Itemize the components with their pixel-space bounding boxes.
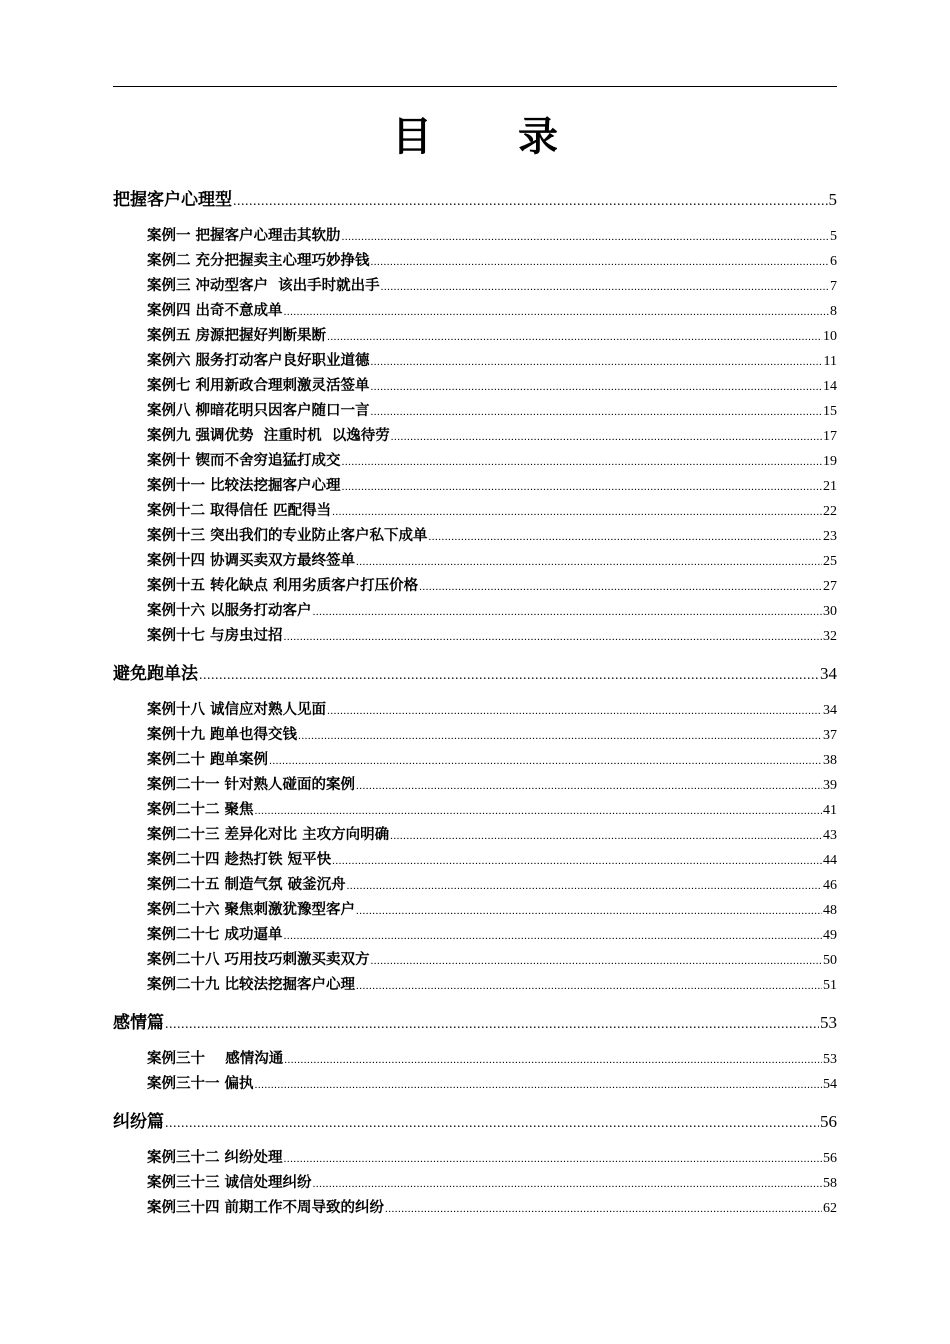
toc-section[interactable] — [113, 1107, 837, 1132]
toc-label: 案例二十 跑单案例 — [147, 752, 269, 768]
toc-label: 案例一 把握客户心理击其软肋 — [147, 228, 341, 244]
toc-page-number: 38 — [823, 753, 837, 768]
toc-page-number: 53 — [823, 1052, 837, 1067]
toc-label: 案例二十五 制造气氛 破釜沉舟 — [147, 877, 346, 893]
toc-page-number: 14 — [823, 379, 837, 394]
dot-leader — [342, 481, 822, 493]
toc-entry[interactable] — [147, 948, 837, 969]
toc-page-number: 30 — [823, 604, 837, 619]
toc-entry[interactable] — [147, 1047, 837, 1068]
toc-page-number: 49 — [823, 928, 837, 943]
dot-leader — [284, 1054, 822, 1066]
dot-leader — [342, 456, 822, 468]
dot-leader — [284, 930, 822, 942]
toc-page-number: 46 — [823, 878, 837, 893]
toc-entry[interactable] — [147, 299, 837, 320]
toc-page-number: 6 — [830, 254, 837, 269]
toc-entry[interactable] — [147, 823, 837, 844]
dot-leader — [284, 631, 822, 643]
toc-page-number: 22 — [823, 504, 837, 519]
toc-page-number: 34 — [823, 703, 837, 718]
dot-leader — [429, 531, 822, 543]
toc-page-number: 32 — [823, 629, 837, 644]
toc-label: 案例二十一 针对熟人碰面的案例 — [147, 777, 356, 793]
dot-leader — [356, 905, 822, 917]
toc-label: 案例二十三 差异化对比 主攻方向明确 — [147, 827, 390, 843]
toc-page-number: 44 — [823, 853, 837, 868]
toc-section[interactable] — [113, 185, 837, 210]
toc-label: 案例十七 与房虫过招 — [147, 628, 283, 644]
toc-page-number: 50 — [823, 953, 837, 968]
toc-entry[interactable] — [147, 324, 837, 345]
toc-entry[interactable] — [147, 349, 837, 370]
toc-entry[interactable] — [147, 249, 837, 270]
dot-leader — [385, 1203, 822, 1215]
dot-leader — [284, 1153, 822, 1165]
toc-label: 案例三十 感情沟通 — [147, 1051, 284, 1067]
toc-entry[interactable] — [147, 848, 837, 869]
toc-page-number: 58 — [823, 1176, 837, 1191]
toc-entry[interactable] — [147, 1196, 837, 1217]
dot-leader — [313, 606, 822, 618]
dot-leader — [371, 406, 822, 418]
toc-page-number: 10 — [823, 329, 837, 344]
toc-label: 纠纷篇 — [113, 1112, 164, 1132]
toc-page-number: 19 — [823, 454, 837, 469]
toc-label: 案例二十九 比较法挖掘客户心理 — [147, 977, 356, 993]
toc-page-number: 23 — [823, 529, 837, 544]
toc-entry[interactable] — [147, 873, 837, 894]
toc-label: 感情篇 — [113, 1013, 164, 1033]
toc-entry[interactable] — [147, 624, 837, 645]
dot-leader — [313, 1178, 822, 1190]
header-rule — [113, 86, 837, 87]
dot-leader — [269, 755, 822, 767]
dot-leader — [233, 194, 828, 210]
toc-label: 案例十 锲而不舍穷追猛打成交 — [147, 453, 341, 469]
dot-leader — [165, 1116, 819, 1132]
toc-page-number: 5 — [830, 229, 837, 244]
toc-label: 案例十五 转化缺点 利用劣质客户打压价格 — [147, 578, 419, 594]
toc-label: 案例六 服务打动客户良好职业道德 — [147, 353, 370, 369]
toc-label: 案例十六 以服务打动客户 — [147, 603, 312, 619]
toc-page-number: 37 — [823, 728, 837, 743]
dot-leader — [284, 306, 829, 318]
toc-label: 案例十二 取得信任 匹配得当 — [147, 503, 332, 519]
toc-page-number: 53 — [820, 1013, 837, 1032]
dot-leader — [356, 980, 822, 992]
toc-page-number: 39 — [823, 778, 837, 793]
dot-leader — [371, 356, 823, 368]
toc-label: 案例二 充分把握卖主心理巧妙挣钱 — [147, 253, 370, 269]
toc-page-number: 21 — [823, 479, 837, 494]
toc-page-number: 51 — [823, 978, 837, 993]
toc-entry[interactable] — [147, 474, 837, 495]
dot-leader — [298, 730, 822, 742]
dot-leader — [199, 668, 819, 684]
toc-entry[interactable] — [147, 274, 837, 295]
toc-label: 案例三 冲动型客户 该出手时就出手 — [147, 278, 380, 294]
dot-leader — [371, 955, 822, 967]
toc-entry[interactable] — [147, 1171, 837, 1192]
toc-page-number: 43 — [823, 828, 837, 843]
toc-page-number: 27 — [823, 579, 837, 594]
dot-leader — [347, 880, 822, 892]
toc-entry[interactable] — [147, 973, 837, 994]
toc-page-number: 15 — [823, 404, 837, 419]
toc-label: 案例二十六 聚焦刺激犹豫型客户 — [147, 902, 356, 918]
toc-entry[interactable] — [147, 1146, 837, 1167]
dot-leader — [356, 556, 822, 568]
toc-label: 避免跑单法 — [113, 664, 198, 684]
toc-entry[interactable] — [147, 574, 837, 595]
toc-label: 案例二十四 趁热打铁 短平快 — [147, 852, 332, 868]
page-title: 目 录 — [392, 114, 594, 160]
dot-leader — [255, 805, 822, 817]
toc-page-number: 62 — [823, 1201, 837, 1216]
toc-entry[interactable] — [147, 524, 837, 545]
toc-entry[interactable] — [147, 1072, 837, 1093]
toc-label: 案例二十七 成功逼单 — [147, 927, 283, 943]
toc-entry[interactable] — [147, 224, 837, 245]
toc-label: 案例三十二 纠纷处理 — [147, 1150, 283, 1166]
toc-page-number: 25 — [823, 554, 837, 569]
toc-page-number: 56 — [823, 1151, 837, 1166]
dot-leader — [327, 331, 822, 343]
toc-label: 案例七 利用新政合理刺激灵活签单 — [147, 378, 370, 394]
toc-page-number: 8 — [830, 304, 837, 319]
toc-entry[interactable] — [147, 698, 837, 719]
toc-page-number: 11 — [823, 354, 837, 369]
dot-leader — [390, 830, 822, 842]
toc-entry[interactable] — [147, 424, 837, 445]
toc-label: 案例十四 协调买卖双方最终签单 — [147, 553, 356, 569]
toc-page-number: 7 — [830, 279, 837, 294]
toc-entry[interactable] — [147, 773, 837, 794]
toc-label: 案例十三 突出我们的专业防止客户私下成单 — [147, 528, 428, 544]
dot-leader — [332, 855, 822, 867]
dot-leader — [255, 1079, 822, 1091]
toc-page-number: 54 — [823, 1077, 837, 1092]
dot-leader — [165, 1017, 819, 1033]
toc-page-number: 41 — [823, 803, 837, 818]
toc-label: 案例二十二 聚焦 — [147, 802, 254, 818]
toc-label: 案例五 房源把握好判断果断 — [147, 328, 327, 344]
toc-entry[interactable] — [147, 499, 837, 520]
toc-entry[interactable] — [147, 599, 837, 620]
toc-label: 把握客户心理型 — [113, 190, 232, 210]
toc-label: 案例九 强调优势 注重时机 以逸待劳 — [147, 428, 390, 444]
toc-entry[interactable] — [147, 923, 837, 944]
toc-label: 案例三十一 偏执 — [147, 1076, 254, 1092]
toc-label: 案例四 出奇不意成单 — [147, 303, 283, 319]
toc-entry[interactable] — [147, 374, 837, 395]
toc-label: 案例十九 跑单也得交钱 — [147, 727, 298, 743]
toc-entry[interactable] — [147, 898, 837, 919]
toc-page-number: 5 — [828, 190, 837, 209]
toc-label: 案例二十八 巧用技巧刺激买卖双方 — [147, 952, 370, 968]
dot-leader — [332, 506, 822, 518]
dot-leader — [342, 231, 829, 243]
toc-label: 案例八 柳暗花明只因客户随口一言 — [147, 403, 370, 419]
dot-leader — [371, 256, 829, 268]
toc-section[interactable] — [113, 1008, 837, 1033]
dot-leader — [381, 281, 829, 293]
toc-entry[interactable] — [147, 723, 837, 744]
toc-entry[interactable] — [147, 748, 837, 769]
dot-leader — [419, 581, 822, 593]
toc-page-number: 17 — [823, 429, 837, 444]
toc-label: 案例三十四 前期工作不周导致的纠纷 — [147, 1200, 385, 1216]
toc-section[interactable] — [113, 659, 837, 684]
toc-label: 案例十一 比较法挖掘客户心理 — [147, 478, 341, 494]
dot-leader — [391, 431, 822, 443]
toc-entry[interactable] — [147, 798, 837, 819]
dot-leader — [327, 705, 822, 717]
toc-entry[interactable] — [147, 399, 837, 420]
toc-page-number: 48 — [823, 903, 837, 918]
toc-entry[interactable] — [147, 549, 837, 570]
toc-label: 案例十八 诚信应对熟人见面 — [147, 702, 327, 718]
toc-entry[interactable] — [147, 449, 837, 470]
dot-leader — [371, 381, 822, 393]
toc-page-number: 56 — [820, 1112, 837, 1131]
toc-page-number: 34 — [820, 664, 837, 683]
toc-label: 案例三十三 诚信处理纠纷 — [147, 1175, 312, 1191]
dot-leader — [356, 780, 822, 792]
